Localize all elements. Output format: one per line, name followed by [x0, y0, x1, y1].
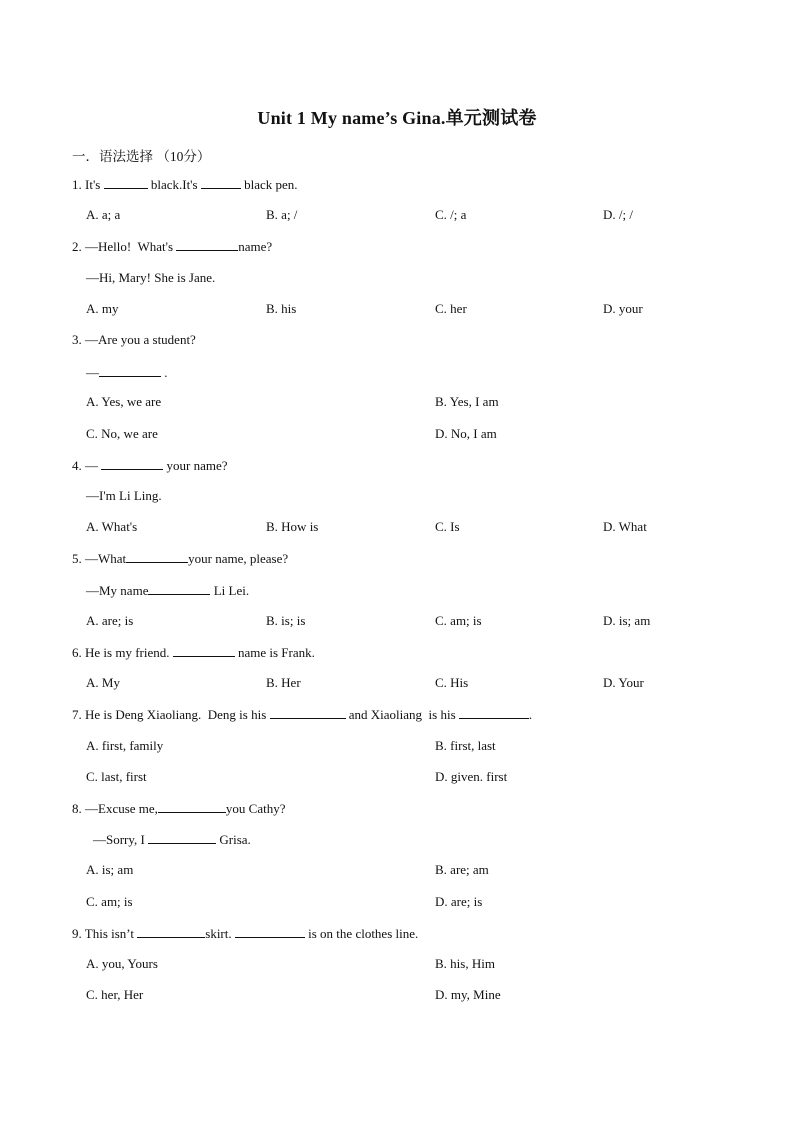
question-text: .	[161, 365, 168, 380]
question-1-stem	[72, 176, 298, 193]
option-d: D. given. first	[435, 769, 508, 784]
question-text: 7. He is Deng Xiaoliang. Deng is his	[72, 707, 270, 722]
answer-blank	[270, 706, 346, 719]
option-a: A. are; is	[86, 613, 134, 628]
question-text: 8. —Excuse me,	[72, 801, 158, 816]
answer-blank	[101, 457, 163, 470]
option-d: D. No, I am	[435, 426, 497, 441]
question-5-stem	[72, 550, 288, 567]
answer-blank	[148, 582, 210, 595]
question-7-stem	[72, 706, 532, 723]
answer-blank	[158, 800, 226, 813]
question-text: your name, please?	[188, 551, 289, 566]
option-b: B. a; /	[266, 207, 298, 222]
option-c: C. No, we are	[86, 426, 158, 441]
option-b: B. are; am	[435, 862, 489, 877]
question-text: 9. This isn’t	[72, 926, 138, 941]
question-4-stem	[72, 457, 228, 474]
page-title: Unit 1 My name’s Gina.单元测试卷	[257, 108, 537, 128]
option-a: A. first, family	[86, 738, 164, 753]
question-3-reply	[86, 364, 168, 381]
option-c: C. last, first	[86, 769, 147, 784]
question-text: Li Lei.	[210, 583, 250, 598]
option-d: D. is; am	[603, 613, 651, 628]
answer-blank	[126, 550, 188, 563]
option-c: C. am; is	[435, 613, 482, 628]
question-text: 2. —Hello! What's	[72, 239, 177, 254]
option-b: B. How is	[266, 519, 319, 534]
option-a: A. my	[86, 301, 119, 316]
option-a: A. What's	[86, 519, 138, 534]
question-8-reply	[93, 831, 251, 848]
question-text: your name?	[163, 458, 228, 473]
section-heading: 一．语法选择 （10分）	[72, 149, 211, 164]
question-6-stem	[72, 644, 315, 661]
question-text: —My name	[86, 583, 149, 598]
option-b: B. his	[266, 301, 297, 316]
question-text: name is Frank.	[234, 645, 315, 660]
question-text: 6. He is my friend.	[72, 645, 173, 660]
answer-blank	[173, 644, 235, 657]
question-text: black.It's	[147, 177, 201, 192]
answer-blank	[104, 176, 148, 189]
option-c: C. am; is	[86, 894, 133, 909]
question-text: —Sorry, I	[93, 832, 149, 847]
option-d: D. are; is	[435, 894, 483, 909]
question-text: skirt.	[205, 926, 235, 941]
answer-blank	[148, 831, 216, 844]
option-c: C. her, Her	[86, 987, 144, 1002]
question-text: Grisa.	[216, 832, 251, 847]
option-d: D. What	[603, 519, 647, 534]
option-c: C. His	[435, 675, 469, 690]
option-c: C. /; a	[435, 207, 467, 222]
question-5-reply	[86, 582, 249, 599]
option-d: D. your	[603, 301, 643, 316]
question-text: you Cathy?	[225, 801, 286, 816]
question-text: 4. —	[72, 458, 102, 473]
question-text: 1. It's	[72, 177, 104, 192]
answer-blank	[176, 238, 238, 251]
option-b: B. first, last	[435, 738, 496, 753]
option-d: D. /; /	[603, 207, 633, 222]
question-4-reply: —I'm Li Ling.	[86, 488, 162, 503]
question-9-stem	[72, 925, 418, 942]
option-a: A. you, Yours	[86, 956, 158, 971]
question-8-stem	[72, 800, 286, 817]
option-a: A. is; am	[86, 862, 134, 877]
option-c: C. her	[435, 301, 467, 316]
question-text: name?	[238, 239, 273, 254]
question-text: —	[86, 365, 99, 380]
question-2-stem	[72, 238, 272, 255]
option-d: D. my, Mine	[435, 987, 501, 1002]
answer-blank	[137, 925, 205, 938]
option-a: A. Yes, we are	[86, 394, 162, 409]
option-b: B. Her	[266, 675, 301, 690]
question-text: .	[528, 707, 533, 722]
question-text: and Xiaoliang is his	[345, 707, 459, 722]
option-a: A. a; a	[86, 207, 121, 222]
question-2-reply: —Hi, Mary! She is Jane.	[86, 270, 216, 285]
answer-blank	[459, 706, 529, 719]
option-b: B. his, Him	[435, 956, 495, 971]
question-text: 5. —What	[72, 551, 127, 566]
option-b: B. Yes, I am	[435, 394, 499, 409]
option-c: C. Is	[435, 519, 460, 534]
answer-blank	[235, 925, 305, 938]
option-b: B. is; is	[266, 613, 306, 628]
question-3-stem: 3. —Are you a student?	[72, 332, 196, 347]
question-text: black pen.	[240, 177, 298, 192]
question-text: is on the clothes line.	[304, 926, 419, 941]
answer-blank	[99, 364, 161, 377]
answer-blank	[201, 176, 241, 189]
option-a: A. My	[86, 675, 120, 690]
option-d: D. Your	[603, 675, 644, 690]
